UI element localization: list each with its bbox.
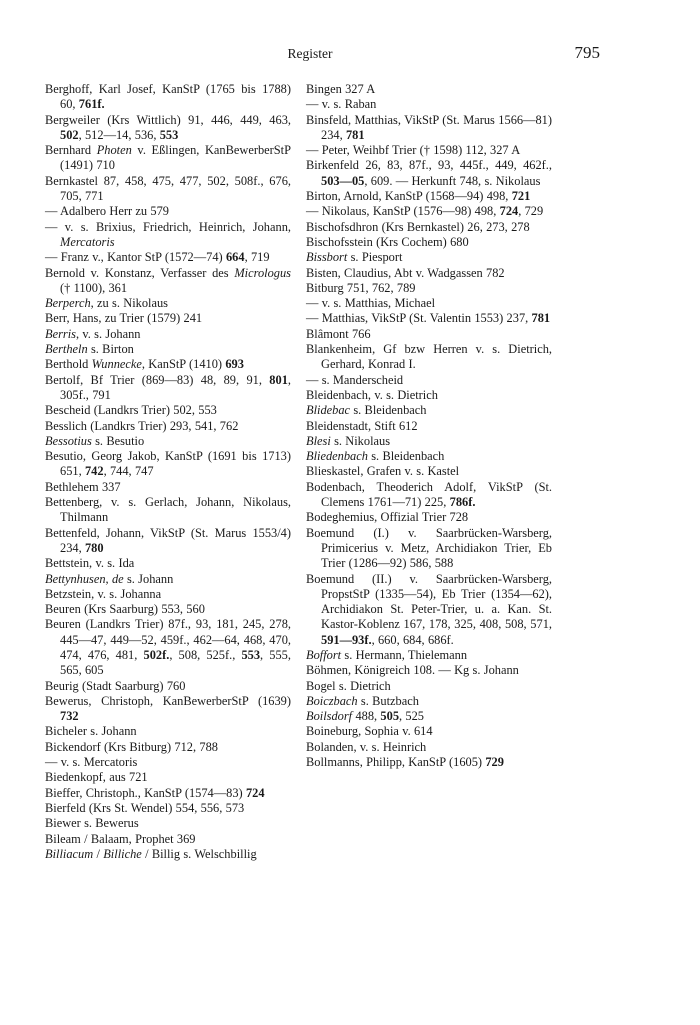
index-entry: Bickendorf (Krs Bitburg) 712, 788 <box>45 739 218 754</box>
index-entry: Bolanden, v. s. Heinrich <box>306 739 427 754</box>
index-entry: Bischofsstein (Krs Cochem) 680 <box>306 234 469 249</box>
index-entry: — v. s. Matthias, Michael <box>306 296 436 311</box>
index-entry: Boineburg, Sophia v. 614 <box>306 724 433 739</box>
index-entry: Bernkastel 87, 458, 475, 477, 502, 508f., 676, 705, 771 <box>45 173 291 204</box>
index-entry: Bernold v. Konstanz, Verfasser des Micrologus († 1100), 361 <box>45 265 291 295</box>
index-entry: — v. s. Mercatoris <box>45 755 138 770</box>
index-entry: — Franz v., Kantor StP (1572—74) 664, 719 <box>45 250 270 265</box>
index-column-left <box>45 82 291 862</box>
index-entry: Bodeghemius, Offizial Trier 728 <box>306 510 469 525</box>
index-entry: Bollmanns, Philipp, KanStP (1605) 729 <box>306 755 504 770</box>
index-entry: Beuren (Krs Saarburg) 553, 560 <box>45 602 205 617</box>
index-entry: — Peter, Weihbf Trier († 1598) 112, 327 A <box>306 143 521 158</box>
index-entry: Bierfeld (Krs St. Wendel) 554, 556, 573 <box>45 800 245 815</box>
index-entry: Berris, v. s. Johann <box>45 326 141 341</box>
index-entry: Böhmen, Königreich 108. — Kg s. Johann <box>306 663 519 678</box>
page-number: 795 <box>574 43 600 62</box>
index-entry: Berr, Hans, zu Trier (1579) 241 <box>45 311 203 326</box>
index-entry: — v. s. Raban <box>306 97 377 112</box>
index-entry: Bogel s. Dietrich <box>306 678 391 693</box>
index-entry: Binsfeld, Matthias, VikStP (St. Marus 1566—81) 234, 781 <box>306 112 552 142</box>
index-entry: Bliedenbach s. Bleidenbach <box>306 449 445 464</box>
index-entry: Bettstein, v. s. Ida <box>45 556 135 571</box>
index-entry: — v. s. Brixius, Friedrich, Heinrich, Johann, Mercatoris <box>45 219 291 249</box>
index-entry: Bitburg 751, 762, 789 <box>306 280 416 295</box>
index-entry: Bileam / Balaam, Prophet 369 <box>45 831 196 846</box>
index-entry: Besslich (Landkrs Trier) 293, 541, 762 <box>45 418 239 433</box>
index-entry: Bergweiler (Krs Wittlich) 91, 446, 449, 463, 502, 512—14, 536, 553 <box>45 112 291 142</box>
index-entry: Beuren (Landkrs Trier) 87f., 93, 181, 245, 278, 445—47, 449—52, 459f., 462—64, 468, 470, 474, 476, 481, 502f., 508, 525f., 553, 555, 565, 605 <box>45 617 291 678</box>
index-entry: Bettenberg, v. s. Gerlach, Johann, Nikolaus, Thilmann <box>45 495 291 525</box>
index-entry: Bingen 327 A <box>306 82 376 96</box>
index-entry: Blieskastel, Grafen v. s. Kastel <box>306 464 460 479</box>
index-entry: Biedenkopf, aus 721 <box>45 770 148 785</box>
index-entry: Bodenbach, Theoderich Adolf, VikStP (St. Clemens 1761—71) 225, 786f. <box>306 479 552 510</box>
index-column-right <box>306 82 552 770</box>
index-entry: Bettenfeld, Johann, VikStP (St. Marus 1553/4) 234, 780 <box>45 525 291 555</box>
index-entry: Blesi s. Nikolaus <box>306 433 391 448</box>
index-entry: Bisten, Claudius, Abt v. Wadgassen 782 <box>306 265 505 280</box>
index-entry: — Adalbero Herr zu 579 <box>45 204 169 219</box>
index-entry: Birkenfeld 26, 83, 87f., 93, 445f., 449, 462f., 503—05, 609. — Herkunft 748, s. Nikolaus <box>306 158 552 188</box>
index-entry: Birton, Arnold, KanStP (1568—94) 498, 721 <box>306 189 531 204</box>
index-entry: Biewer s. Bewerus <box>45 816 139 831</box>
index-entry: Bissbort s. Piesport <box>306 250 403 265</box>
index-entry: Betzstein, v. s. Johanna <box>45 586 162 601</box>
index-entry: — Matthias, VikStP (St. Valentin 1553) 237, 781 <box>306 311 551 326</box>
index-entry: Bieffer, Christoph., KanStP (1574—83) 724 <box>45 785 265 800</box>
index-entry: Bettynhusen, de s. Johann <box>45 571 174 586</box>
index-entry: Beurig (Stadt Saarburg) 760 <box>45 678 186 693</box>
index-entry: Bessotius s. Besutio <box>45 433 145 448</box>
index-entry: Bertolf, Bf Trier (869—83) 48, 89, 91, 801, 305f., 791 <box>45 372 291 402</box>
index-entry: Bicheler s. Johann <box>45 724 137 739</box>
index-entry: — s. Manderscheid <box>306 372 404 387</box>
index-entry: Blidebac s. Bleidenbach <box>306 403 427 418</box>
index-entry: Berthold Wunnecke, KanStP (1410) 693 <box>45 357 244 372</box>
index-entry: Boemund (I.) v. Saarbrücken-Warsberg, Primicerius v. Metz, Archidiakon Trier, Eb Trier (1286—92) 586, 588 <box>306 525 552 571</box>
index-entry: Boemund (II.) v. Saarbrücken-Warsberg, PropstStP (1335—54), Eb Trier (1354—62), Archidiakon St. Peter-Trier, u. a. Kan. St. Kastor-Koblenz 167, 178, 325, 408, 508, 571, 591—93f., 660, 684, 686f. <box>306 571 552 647</box>
index-entry: — Nikolaus, KanStP (1576—98) 498, 724, 729 <box>306 204 544 219</box>
index-entry: Bischofsdhron (Krs Bernkastel) 26, 273, 278 <box>306 219 530 234</box>
index-entry: Bleidenstadt, Stift 612 <box>306 418 418 433</box>
index-entry: Boffort s. Hermann, Thielemann <box>306 647 468 662</box>
index-entry: Boiczbach s. Butzbach <box>306 693 419 708</box>
index-entry: Bertheln s. Birton <box>45 342 134 357</box>
index-entry: Berperch, zu s. Nikolaus <box>45 296 169 311</box>
index-entry: Billiacum / Billiche / Billig s. Welschbillig <box>45 846 257 861</box>
index-entry: Bewerus, Christoph, KanBewerberStP (1639) 732 <box>45 693 291 724</box>
index-entry: Blankenheim, Gf bzw Herren v. s. Dietrich, Gerhard, Konrad I. <box>306 342 552 372</box>
index-entry: Bleidenbach, v. s. Dietrich <box>306 387 438 402</box>
index-entry: Boilsdorf 488, 505, 525 <box>306 709 424 724</box>
index-entry: Bescheid (Landkrs Trier) 502, 553 <box>45 403 217 418</box>
index-entry: Bethlehem 337 <box>45 479 121 494</box>
index-entry: Berghoff, Karl Josef, KanStP (1765 bis 1788) 60, 761f. <box>45 82 291 112</box>
index-entry: Bernhard Photen v. Eßlingen, KanBewerberStP (1491) 710 <box>45 143 291 173</box>
running-title: Register <box>287 46 333 61</box>
index-entry: Besutio, Georg Jakob, KanStP (1691 bis 1713) 651, 742, 744, 747 <box>45 449 291 479</box>
index-entry: Blâmont 766 <box>306 326 371 341</box>
